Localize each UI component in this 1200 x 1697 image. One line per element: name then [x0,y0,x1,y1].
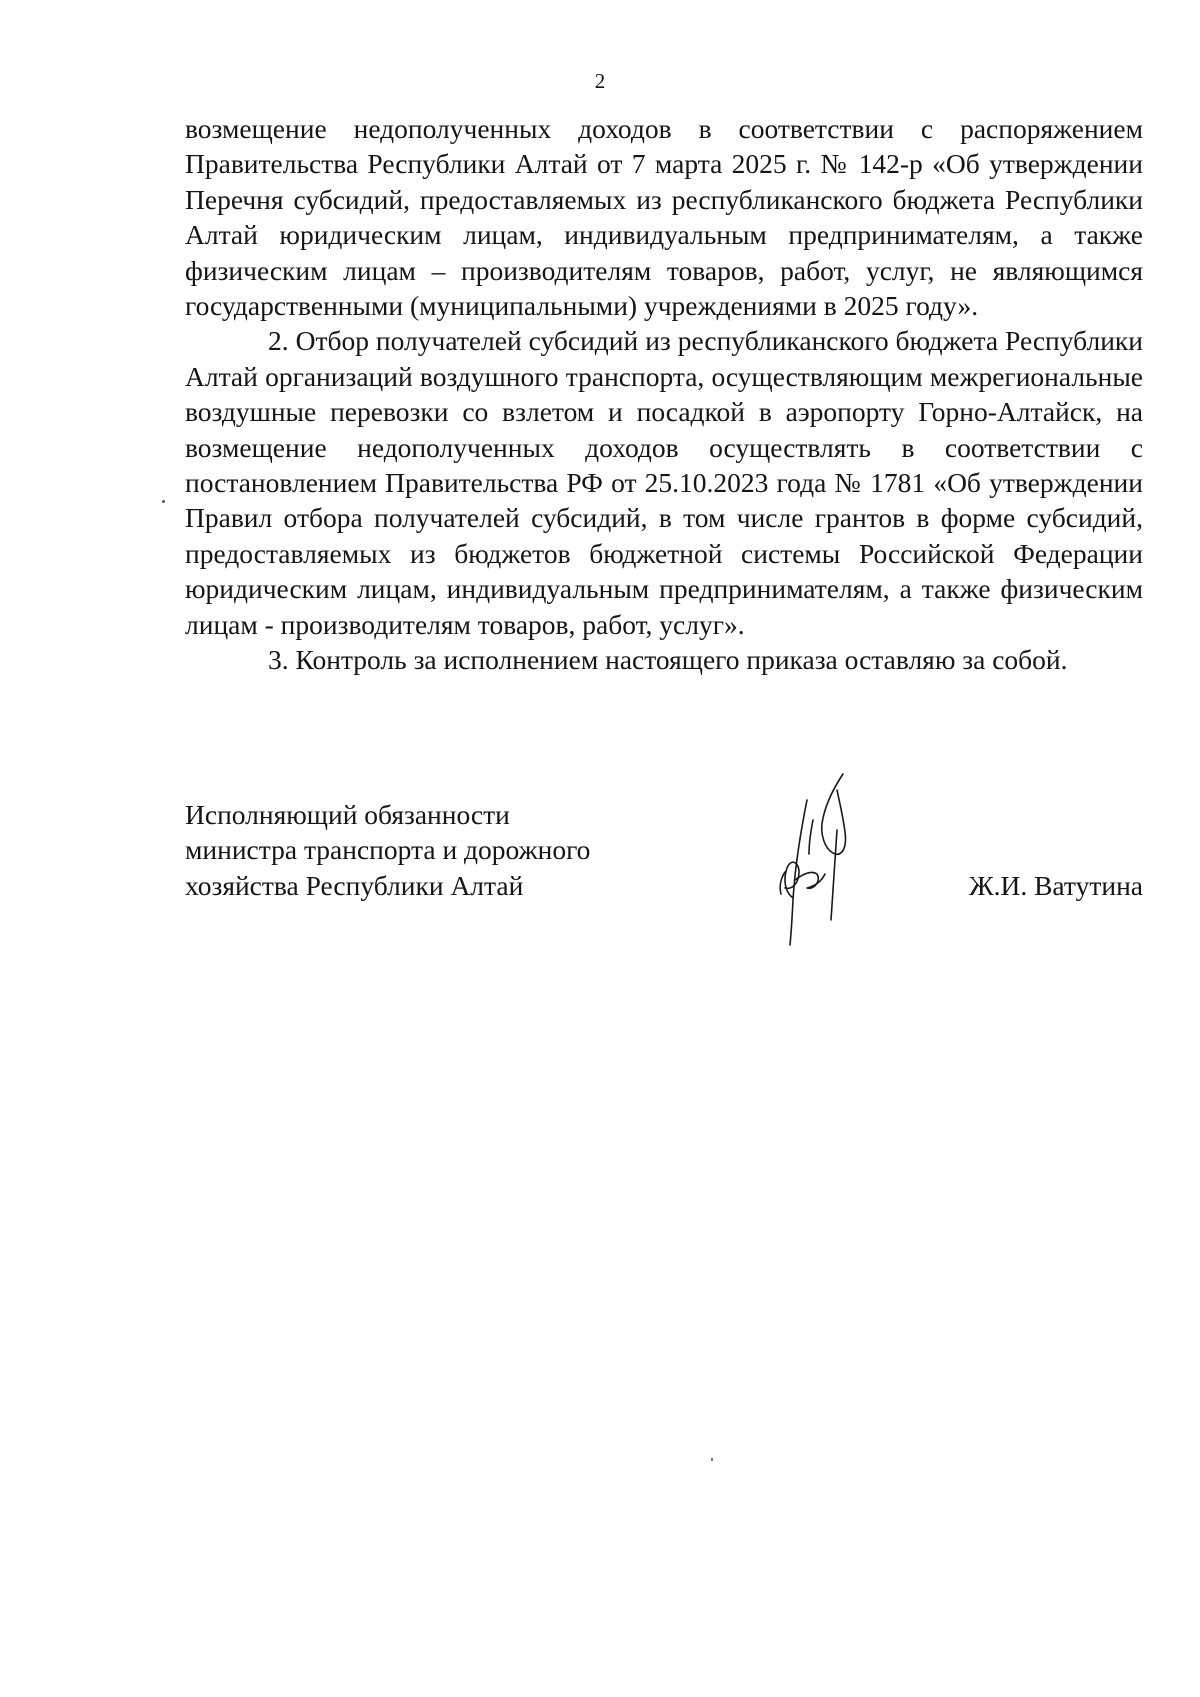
document-body [185,111,1143,678]
signature-block [185,797,1143,957]
scan-speck [162,500,165,503]
handwritten-signature [755,770,865,950]
paragraph-3: 3. Контроль за исполнением настоящего приказа оставляю за собой. [268,644,1068,676]
position-line-3: хозяйства Республики Алтай [185,869,524,901]
signatory-name: Ж.И. Ватутина [968,870,1143,901]
page-number: 2 [594,69,606,93]
position-line-1: Исполняющий обязанности [185,799,510,830]
scan-speck [711,1458,713,1461]
position-line-2: министра транспорта и дорожного [185,834,591,866]
paragraph-2: 2. Отбор получателей субсидий из республиканского бюджета Республики Алтай организаций воздушного транспорта, осуществляющим межрегиональные воздушные перевозки со взлетом и посадкой в аэропорту Горно-Алтайск, на возмещение недополученных доходов осуществлять в соответствии с постановлением Правительства РФ от 25.10.2023 года № 1781 «Об утверждении Правил отбора получателей субсидий, в том числе грантов в форме субсидий, предоставляемых из бюджетов бюджетной системы Российской Федерации юридическим лицам, индивидуальным предпринимателям, а также физическим лицам - производителям товаров, работ, услуг». [185,325,1143,640]
paragraph-1-continuation: возмещение недополученных доходов в соответствии с распоряжением Правительства Республики Алтай от 7 марта 2025 г. № 142-р «Об утверждении Перечня субсидий, предоставляемых из республиканского бюджета Республики Алтай юридическим лицам, индивидуальным предпринимателям, а также физическим лицам – производителям товаров, работ, услуг, не являющимся государственными (муниципальными) учреждениями в 2025 году». [185,113,1143,322]
signatory-position [185,797,590,903]
